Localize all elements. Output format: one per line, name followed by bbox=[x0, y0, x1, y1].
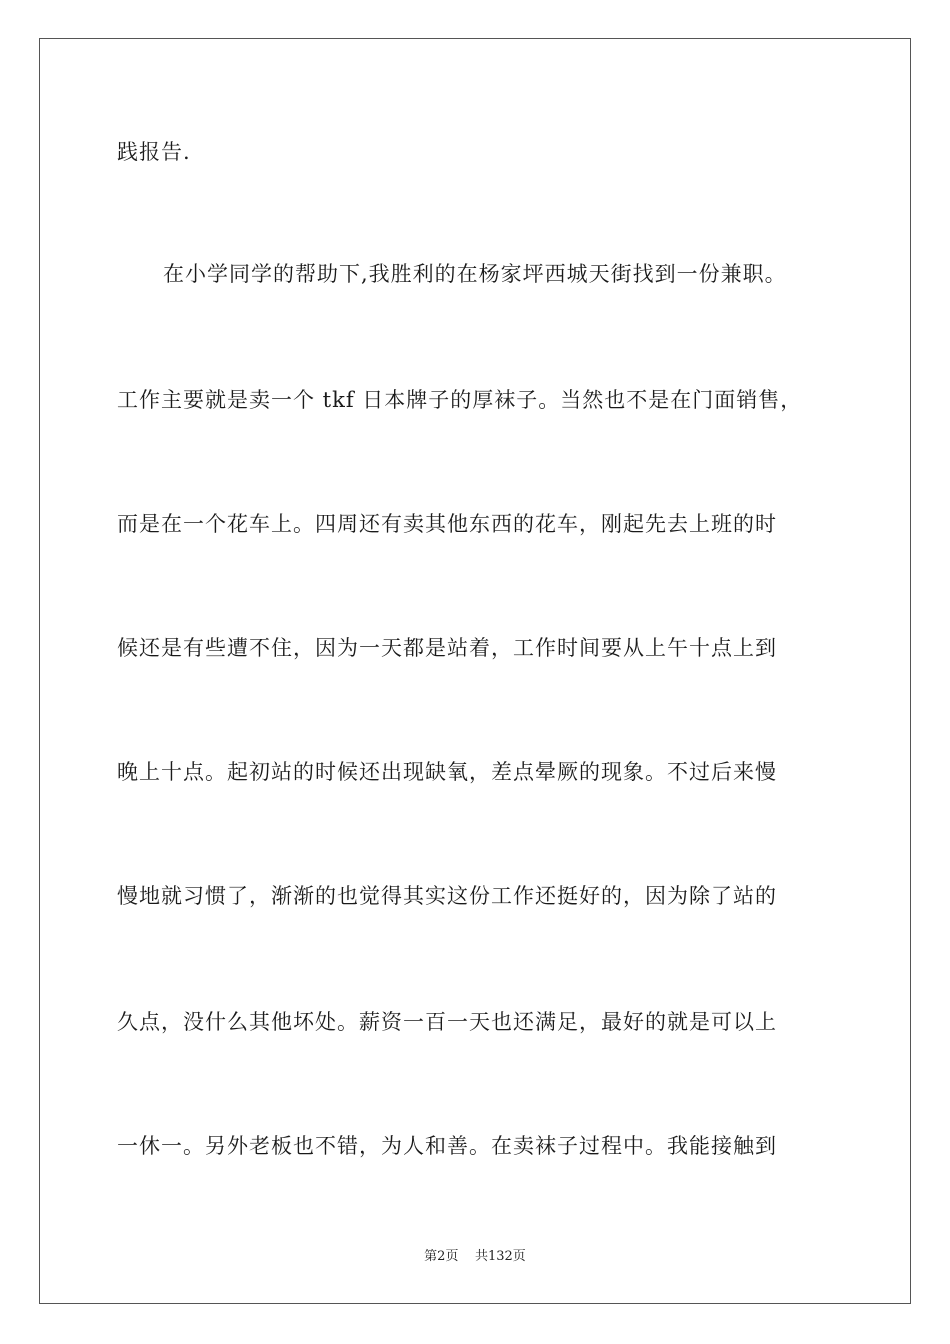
page-number: 第2页 bbox=[424, 1249, 459, 1264]
page-footer bbox=[0, 1248, 950, 1266]
body-text-line: 候还是有些遭不住，因为一天都是站着，工作时间要从上午十点上到 bbox=[117, 636, 777, 660]
total-pages: 共132页 bbox=[474, 1249, 526, 1264]
body-text-line: 工作主要就是卖一个 tkf 日本牌子的厚袜子。当然也不是在门面销售， bbox=[117, 388, 803, 412]
body-text-line: 而是在一个花车上。四周还有卖其他东西的花车，刚起先去上班的时 bbox=[117, 512, 777, 536]
body-text-line: 一休一。另外老板也不错，为人和善。在卖袜子过程中。我能接触到 bbox=[117, 1134, 777, 1158]
body-text-line: 在小学同学的帮助下,我胜利的在杨家坪西城天街找到一份兼职。 bbox=[163, 262, 787, 286]
page-frame bbox=[39, 38, 911, 1304]
body-text-line: 践报告. bbox=[117, 140, 191, 164]
body-text-line: 久点，没什么其他坏处。薪资一百一天也还满足，最好的就是可以上 bbox=[117, 1010, 777, 1034]
body-text-line: 慢地就习惯了，渐渐的也觉得其实这份工作还挺好的，因为除了站的 bbox=[117, 884, 777, 908]
body-text-line: 晚上十点。起初站的时候还出现缺氧，差点晕厥的现象。不过后来慢 bbox=[117, 760, 777, 784]
